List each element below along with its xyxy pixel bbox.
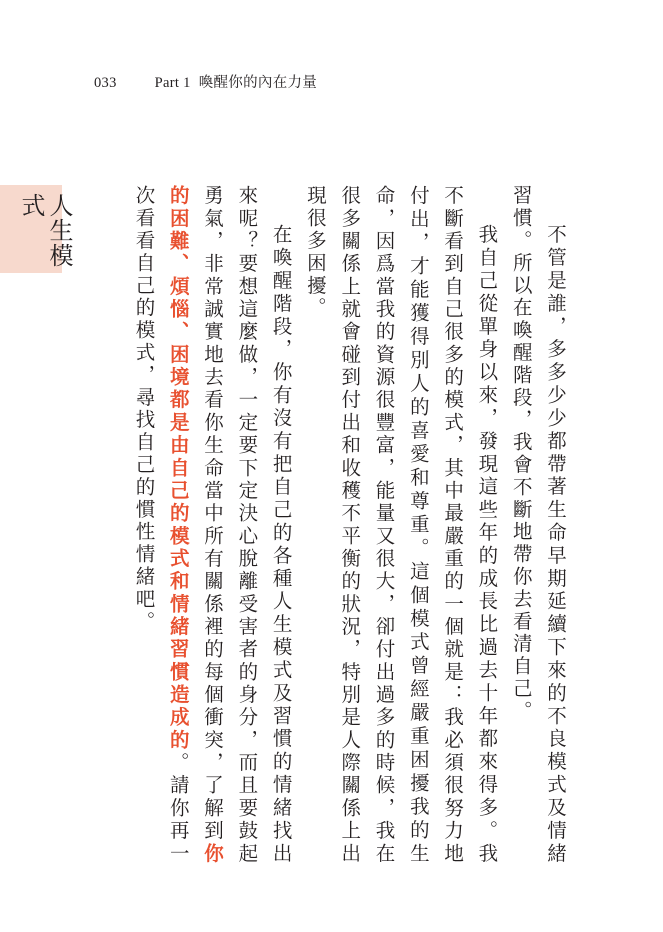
paragraph-1: 不管是誰，多多少少都帶著生命早期延續下來的不良模式及情緒習慣。所以在喚醒階段，我會不斷地帶你去看清自己。 bbox=[509, 185, 567, 865]
part-title: 喚醒你的內在力量 bbox=[198, 75, 318, 91]
chapter-tab-label: 人生模式 bbox=[17, 193, 73, 268]
chapter-tab bbox=[0, 185, 73, 273]
page-number: 033 bbox=[94, 75, 117, 91]
paragraph-3 bbox=[126, 185, 297, 865]
paragraph-3-lead: 在喚醒階段，你有沒有把自己的各種人生模式及習慣的情緒找出來呢？要想這麼做，一定要下定決心脫離受害者的身分，而且要鼓起勇氣，非常誠實地去看你生命當中所有關係裡的每個衝突，了解到 bbox=[201, 185, 293, 865]
vertical-body-text bbox=[126, 185, 572, 865]
paragraph-2: 我自己從單身以來，發現這些年的成長比過去十年都來得多。我不斷看到自己很多的模式，其中最嚴重的一個就是：我必須很努力地付出，才能獲得別人的喜愛和尊重。這個模式曾經嚴重困擾我的生命，因爲當我的資源很豐富，能量又很大，卻付出過多的時候，我在很多關係上就會碰到付出和收穫不平衡的狀況，特別是人際關係上出現很多困擾。 bbox=[303, 185, 499, 865]
part-label: Part 1 bbox=[154, 75, 191, 91]
highlighted-phrase: 你的困難、煩惱、困境都是由自己的模式和情緒習慣造成的 bbox=[166, 185, 225, 865]
paragraph-3-tail: 。請你再一次看看自己的模式，尋找自己的慣性情緒吧。 bbox=[132, 185, 190, 866]
running-header bbox=[94, 71, 317, 92]
